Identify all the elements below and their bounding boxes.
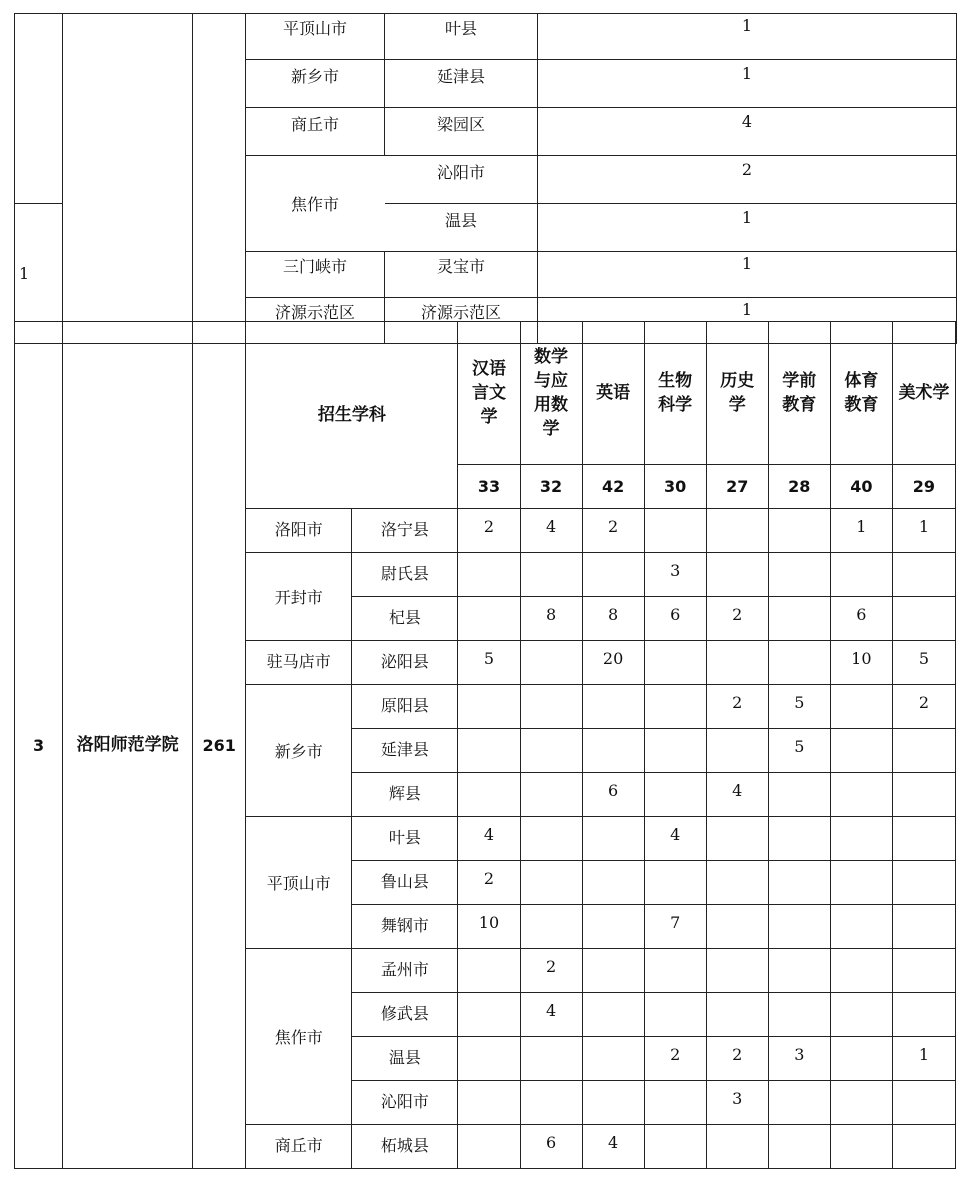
row-number: 1: [15, 204, 63, 344]
value-cell: [830, 993, 892, 1037]
value-cell: [520, 905, 582, 949]
city-cell: 商丘市: [246, 108, 385, 156]
subject-header-line: 汉语: [471, 359, 506, 379]
value-cell: [768, 1081, 830, 1125]
value-cell: [520, 1081, 582, 1125]
value-cell: [582, 949, 644, 993]
county-cell: 洛宁县: [352, 509, 458, 553]
value-cell: [458, 773, 520, 817]
subject-header-line: 科学: [658, 395, 693, 415]
value-cell: [582, 1037, 644, 1081]
value-cell: 4: [706, 773, 768, 817]
value-cell: [582, 729, 644, 773]
value-cell: 1: [830, 509, 892, 553]
subject-header-line: 生物: [658, 371, 693, 391]
county-cell: 杞县: [352, 597, 458, 641]
value-cell: [458, 949, 520, 993]
value-cell: [892, 1125, 955, 1169]
value-cell: [458, 1125, 520, 1169]
count-cell: 1: [538, 252, 957, 298]
value-cell: [768, 553, 830, 597]
value-cell: [458, 597, 520, 641]
value-cell: 4: [520, 509, 582, 553]
value-cell: [644, 729, 706, 773]
value-cell: 10: [458, 905, 520, 949]
city-cell: 驻马店市: [246, 641, 352, 685]
county-cell: 修武县: [352, 993, 458, 1037]
value-cell: [520, 1037, 582, 1081]
county-cell: 舞钢市: [352, 905, 458, 949]
value-cell: [644, 1081, 706, 1125]
value-cell: [892, 905, 955, 949]
blank-cell: [15, 14, 63, 204]
value-cell: 2: [458, 509, 520, 553]
value-cell: [582, 1081, 644, 1125]
county-cell: 叶县: [385, 14, 538, 60]
value-cell: [892, 1081, 955, 1125]
value-cell: [892, 553, 955, 597]
city-cell: 商丘市: [246, 1125, 352, 1169]
city-cell: 焦作市: [246, 156, 385, 252]
value-cell: [582, 685, 644, 729]
value-cell: 6: [582, 773, 644, 817]
city-cell: 新乡市: [246, 685, 352, 817]
value-cell: 8: [582, 597, 644, 641]
value-cell: 4: [458, 817, 520, 861]
value-cell: [582, 861, 644, 905]
admission-table: [14, 321, 956, 1169]
county-cell: 延津县: [385, 60, 538, 108]
county-cell: 辉县: [352, 773, 458, 817]
value-cell: 6: [830, 597, 892, 641]
value-cell: 3: [644, 553, 706, 597]
value-cell: 5: [458, 641, 520, 685]
value-cell: [706, 817, 768, 861]
value-cell: [830, 1125, 892, 1169]
subject-header: [768, 322, 830, 465]
subject-total: 40: [830, 465, 892, 509]
value-cell: 2: [892, 685, 955, 729]
value-cell: [644, 993, 706, 1037]
county-cell: 梁园区: [385, 108, 538, 156]
value-cell: [830, 861, 892, 905]
value-cell: [458, 685, 520, 729]
subject-header-line: 学: [728, 395, 746, 415]
value-cell: [706, 729, 768, 773]
blank-cell: [63, 14, 193, 344]
value-cell: [768, 949, 830, 993]
value-cell: 2: [706, 685, 768, 729]
value-cell: [768, 993, 830, 1037]
subject-header-line: 与应: [534, 371, 569, 391]
county-cell: 济源示范区: [385, 298, 538, 344]
subject-header-line: 历史: [720, 371, 755, 391]
subject-header: [644, 322, 706, 465]
value-cell: [830, 817, 892, 861]
value-cell: 3: [768, 1037, 830, 1081]
value-cell: [706, 641, 768, 685]
value-cell: [582, 817, 644, 861]
value-cell: 5: [892, 641, 955, 685]
blank-cell: [193, 14, 246, 344]
subject-total: 32: [520, 465, 582, 509]
value-cell: [768, 773, 830, 817]
subject-header: [520, 322, 582, 465]
value-cell: [582, 553, 644, 597]
value-cell: [644, 641, 706, 685]
subject-header-line: 英语: [596, 383, 631, 403]
value-cell: [520, 817, 582, 861]
subject-header: [706, 322, 768, 465]
city-cell: 济源示范区: [246, 298, 385, 344]
value-cell: [644, 949, 706, 993]
city-cell: 三门峡市: [246, 252, 385, 298]
value-cell: [458, 1081, 520, 1125]
subject-header-line: 数学: [534, 347, 569, 367]
value-cell: [582, 905, 644, 949]
value-cell: [458, 729, 520, 773]
value-cell: [706, 993, 768, 1037]
value-cell: 4: [520, 993, 582, 1037]
value-cell: [892, 597, 955, 641]
value-cell: 6: [644, 597, 706, 641]
value-cell: 1: [892, 1037, 955, 1081]
county-cell: 叶县: [352, 817, 458, 861]
value-cell: [892, 817, 955, 861]
subject-header-line: 用数: [534, 395, 569, 415]
city-cell: 平顶山市: [246, 817, 352, 949]
value-cell: 2: [706, 1037, 768, 1081]
value-cell: [520, 729, 582, 773]
county-cell: 尉氏县: [352, 553, 458, 597]
value-cell: [830, 773, 892, 817]
value-cell: [892, 729, 955, 773]
county-cell: 泌阳县: [352, 641, 458, 685]
value-cell: 5: [768, 685, 830, 729]
subject-total: 30: [644, 465, 706, 509]
value-cell: [892, 993, 955, 1037]
value-cell: 7: [644, 905, 706, 949]
value-cell: [706, 509, 768, 553]
county-cell: 温县: [385, 204, 538, 252]
subject-header-line: 言文: [471, 383, 506, 403]
value-cell: [706, 861, 768, 905]
value-cell: [644, 1125, 706, 1169]
city-cell: 开封市: [246, 553, 352, 641]
value-cell: 4: [644, 817, 706, 861]
value-cell: [892, 861, 955, 905]
value-cell: [768, 1125, 830, 1169]
subject-header-line: 学: [480, 407, 498, 427]
count-cell: 2: [538, 156, 957, 204]
value-cell: [520, 685, 582, 729]
value-cell: [582, 993, 644, 1037]
row-index: 3: [15, 322, 63, 1169]
value-cell: 2: [520, 949, 582, 993]
subject-header: [892, 322, 955, 465]
subject-header: [582, 322, 644, 465]
value-cell: [458, 553, 520, 597]
subject-header-line: 学: [542, 419, 560, 439]
value-cell: 5: [768, 729, 830, 773]
count-cell: 4: [538, 108, 957, 156]
value-cell: [892, 949, 955, 993]
value-cell: [830, 1037, 892, 1081]
count-cell: 1: [538, 298, 957, 344]
value-cell: [520, 553, 582, 597]
subject-header: [830, 322, 892, 465]
city-cell: 洛阳市: [246, 509, 352, 553]
value-cell: [892, 773, 955, 817]
school-name: 洛阳师范学院: [63, 322, 193, 1169]
county-cell: 孟州市: [352, 949, 458, 993]
school-total: 261: [193, 322, 246, 1169]
subject-header-line: 美术学: [898, 383, 950, 403]
value-cell: [644, 509, 706, 553]
header-label: 招生学科: [246, 322, 458, 509]
value-cell: [768, 509, 830, 553]
city-cell: 平顶山市: [246, 14, 385, 60]
subject-total: 28: [768, 465, 830, 509]
value-cell: [830, 905, 892, 949]
value-cell: [520, 773, 582, 817]
value-cell: 20: [582, 641, 644, 685]
value-cell: 2: [582, 509, 644, 553]
value-cell: 8: [520, 597, 582, 641]
county-cell: 温县: [352, 1037, 458, 1081]
county-cell: 鲁山县: [352, 861, 458, 905]
value-cell: 2: [644, 1037, 706, 1081]
value-cell: [644, 685, 706, 729]
subject-header-line: 体育: [844, 371, 879, 391]
value-cell: 2: [458, 861, 520, 905]
value-cell: [830, 1081, 892, 1125]
subject-total: 27: [706, 465, 768, 509]
value-cell: 6: [520, 1125, 582, 1169]
subject-header-line: 学前: [782, 371, 817, 391]
value-cell: [644, 861, 706, 905]
value-cell: [830, 729, 892, 773]
value-cell: [830, 685, 892, 729]
subject-header-line: 教育: [782, 395, 817, 415]
value-cell: [768, 597, 830, 641]
value-cell: [458, 993, 520, 1037]
value-cell: [706, 905, 768, 949]
city-cell: 焦作市: [246, 949, 352, 1125]
value-cell: [830, 949, 892, 993]
value-cell: 2: [706, 597, 768, 641]
value-cell: [644, 773, 706, 817]
county-cell: 沁阳市: [385, 156, 538, 204]
subject-header-line: 教育: [844, 395, 879, 415]
value-cell: [706, 553, 768, 597]
value-cell: [458, 1037, 520, 1081]
value-cell: [830, 553, 892, 597]
value-cell: [706, 949, 768, 993]
value-cell: 1: [892, 509, 955, 553]
subject-total: 42: [582, 465, 644, 509]
county-cell: 沁阳市: [352, 1081, 458, 1125]
top-table: [14, 13, 957, 344]
value-cell: 3: [706, 1081, 768, 1125]
county-cell: 延津县: [352, 729, 458, 773]
subject-header: [458, 322, 520, 465]
city-cell: 新乡市: [246, 60, 385, 108]
value-cell: [768, 641, 830, 685]
count-cell: 1: [538, 60, 957, 108]
county-cell: 灵宝市: [385, 252, 538, 298]
value-cell: [768, 861, 830, 905]
value-cell: [520, 641, 582, 685]
subject-total: 33: [458, 465, 520, 509]
subject-total: 29: [892, 465, 955, 509]
value-cell: [768, 905, 830, 949]
count-cell: 1: [538, 204, 957, 252]
county-cell: 柘城县: [352, 1125, 458, 1169]
count-cell: 1: [538, 14, 957, 60]
value-cell: 10: [830, 641, 892, 685]
county-cell: 原阳县: [352, 685, 458, 729]
value-cell: [768, 817, 830, 861]
value-cell: [520, 861, 582, 905]
value-cell: [706, 1125, 768, 1169]
value-cell: 4: [582, 1125, 644, 1169]
